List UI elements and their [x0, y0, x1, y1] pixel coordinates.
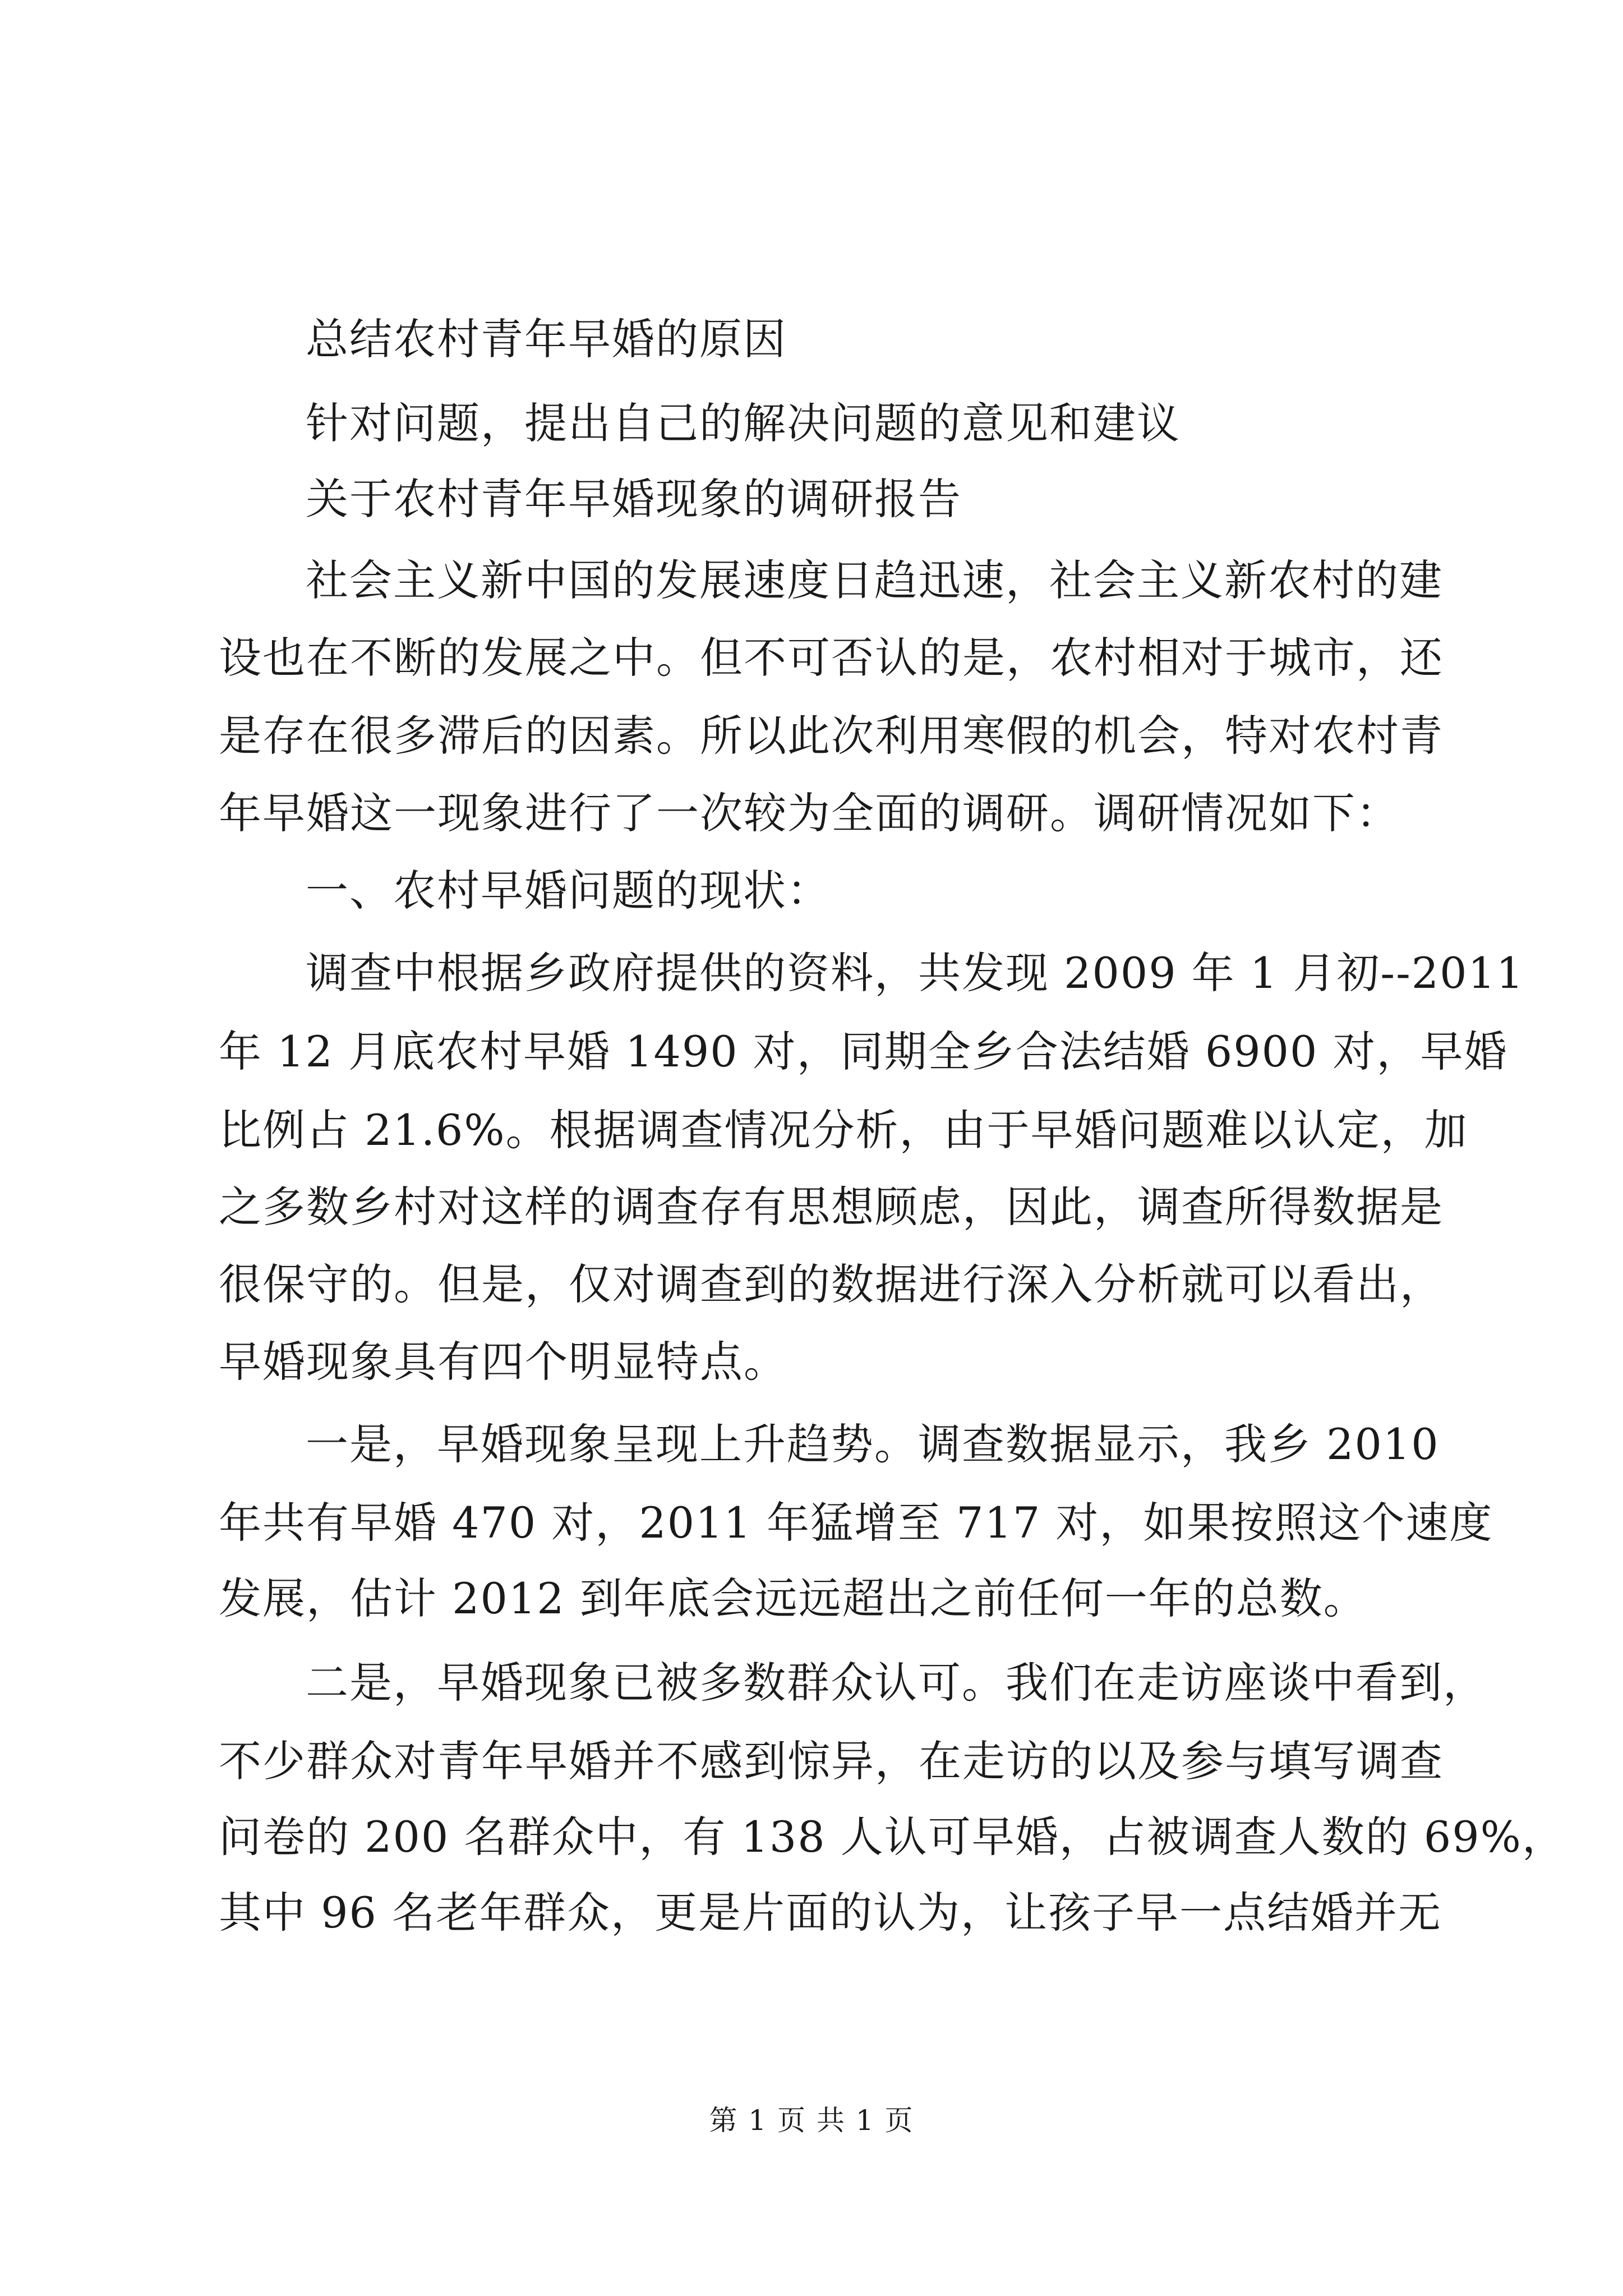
paragraph-line: 发展，估计 2012 到年底会远远超出之前任何一年的总数。 — [219, 1573, 1367, 1623]
outline-item-1: 总结农村青年早婚的原因 — [306, 314, 787, 364]
paragraph-line: 年早婚这一现象进行了一次较为全面的调研。调研情况如下： — [219, 788, 1400, 838]
paragraph-line: 是存在很多滞后的因素。所以此次利用寒假的机会，特对农村青 — [219, 711, 1444, 761]
paragraph-line: 问卷的 200 名群众中，有 138 人认可早婚，占被调查人数的 69%， — [219, 1812, 1566, 1862]
paragraph-line: 二是，早婚现象已被多数群众认可。我们在走访座谈中看到， — [306, 1658, 1487, 1708]
paragraph-line: 社会主义新中国的发展速度日趋迅速，社会主义新农村的建 — [306, 555, 1443, 605]
paragraph-line: 年共有早婚 470 对，2011 年猛增至 717 对，如果按照这个速度 — [219, 1498, 1493, 1548]
paragraph-line: 其中 96 名老年群众，更是片面的认为，让孩子早一点结婚并无 — [219, 1888, 1442, 1938]
paragraph-line: 一是，早婚现象呈现上升趋势。调查数据显示，我乡 2010 — [306, 1419, 1440, 1469]
paragraph-line: 比例占 21.6%。根据调查情况分析，由于早婚问题难以认定，加 — [219, 1105, 1468, 1155]
paragraph-line: 早婚现象具有四个明显特点。 — [219, 1337, 787, 1387]
paragraph-line: 不少群众对青年早婚并不感到惊异，在走访的以及参与填写调查 — [219, 1736, 1444, 1786]
page-footer: 第 1 页 共 1 页 — [709, 2104, 914, 2137]
report-title: 关于农村青年早婚现象的调研报告 — [306, 474, 962, 524]
paragraph-line: 年 12 月底农村早婚 1490 对，同期全乡合法结婚 6900 对，早婚 — [219, 1027, 1508, 1076]
paragraph-line: 调查中根据乡政府提供的资料，共发现 2009 年 1 月初--2011 — [306, 948, 1525, 998]
section-heading: 一、农村早婚问题的现状： — [306, 866, 831, 915]
paragraph-line: 很保守的。但是，仅对调查到的数据进行深入分析就可以看出， — [219, 1259, 1444, 1309]
outline-item-2: 针对问题，提出自己的解决问题的意见和建议 — [306, 398, 1181, 448]
paragraph-line: 设也在不断的发展之中。但不可否认的是，农村相对于城市，还 — [219, 633, 1444, 683]
paragraph-line: 之多数乡村对这样的调查存有思想顾虑，因此，调查所得数据是 — [219, 1182, 1444, 1232]
